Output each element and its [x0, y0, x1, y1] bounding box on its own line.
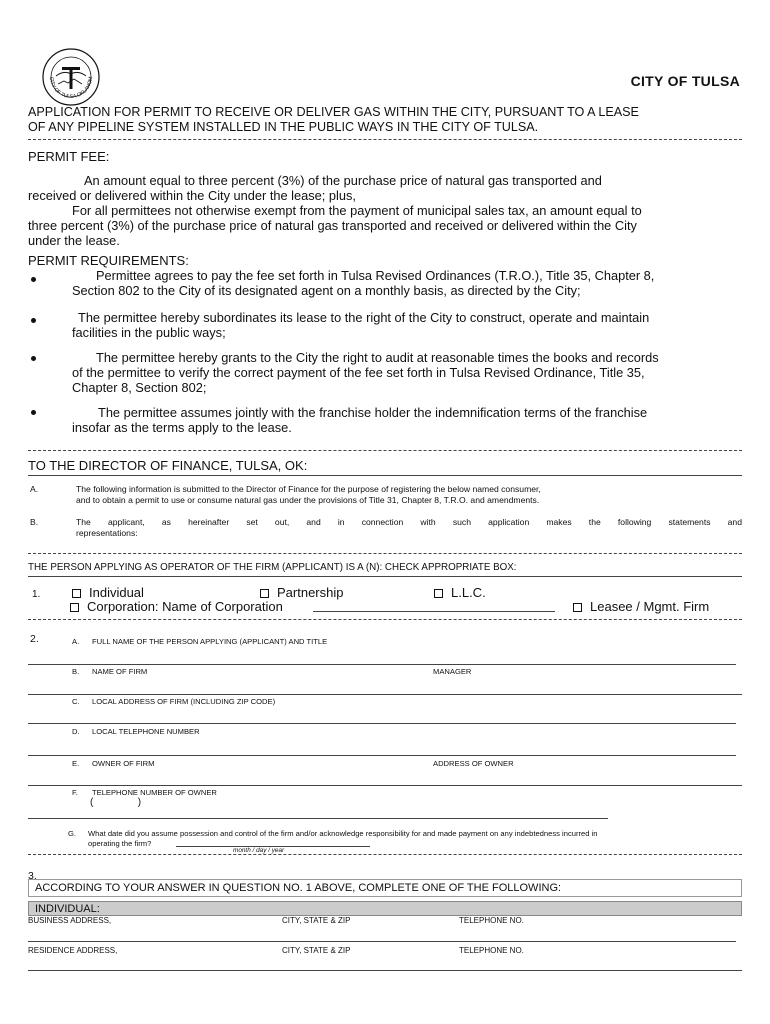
divider — [28, 475, 742, 476]
form-title: APPLICATION FOR PERMIT TO RECEIVE OR DELIVER GAS WITHIN THE CITY, PURSUANT TO A LEASE OF ANY PIPELINE SYSTEM INSTALLED IN THE PUBLIC WAYS IN THE CITY OF TULSA. — [28, 105, 639, 134]
q2-g-question: What date did you assume possession and control of the firm and/or acknowledge responsibility for and made payment on any indebtedness incurred in operating the firm? — [88, 829, 598, 848]
bullet-icon — [31, 318, 36, 323]
requirement-item: The permittee hereby grants to the City the right to audit at reasonable times the books and records of the permittee to verify the correct payment of the fee set forth in Tulsa Revised Ordinance, Title 35, Chapter 8, Section 802; — [72, 350, 659, 395]
local-phone-field[interactable] — [28, 755, 736, 756]
checkbox-corporation[interactable]: Corporation: Name of Corporation — [70, 599, 283, 614]
applicant-name-field[interactable] — [28, 664, 736, 665]
telephone-label: TELEPHONE NO. — [459, 946, 524, 955]
city-state-zip-label: CITY, STATE & ZIP — [282, 946, 351, 955]
seal-text: CITY OF TULSA OKLAHOM — [47, 76, 95, 101]
q2-e-label: OWNER OF FIRM — [92, 759, 155, 768]
requirement-item: Permittee agrees to pay the fee set forth in Tulsa Revised Ordinances (T.R.O.), Title 35, Chapter 8, Section 802 to the City of its designated agent on a monthly basis, as directed by the City; — [72, 268, 655, 298]
q2-b-label: NAME OF FIRM — [92, 667, 148, 676]
residence-address-field[interactable] — [28, 970, 742, 971]
divider — [28, 619, 742, 620]
requirement-item: The permittee hereby subordinates its lease to the right of the City to construct, operate and maintain facilities in the public ways; — [72, 310, 650, 340]
q2-a-label: FULL NAME OF THE PERSON APPLYING (APPLICANT) AND TITLE — [92, 637, 328, 646]
divider — [28, 854, 742, 855]
divider — [28, 576, 742, 577]
owner-address-label: ADDRESS OF OWNER — [433, 759, 514, 768]
director-heading: TO THE DIRECTOR OF FINANCE, TULSA, OK: — [28, 458, 308, 473]
item-label: A. — [30, 484, 39, 494]
q2-number: 2. — [30, 633, 39, 645]
director-statement-a: The following information is submitted to the Director of Finance for the purpose of registering the below named consumer, and to obtain a permit to use or consume natural gas under the provisions of Title 31, Chapter 8, T.R.O. and amendments. — [76, 484, 541, 505]
city-state-zip-label: CITY, STATE & ZIP — [282, 916, 351, 925]
checkbox-partnership[interactable]: Partnership — [260, 585, 343, 600]
q3-number: 3. — [28, 870, 37, 882]
permit-fee-heading: PERMIT FEE: — [28, 149, 110, 164]
item-label: F. — [72, 788, 78, 797]
requirement-item: The permittee assumes jointly with the franchise holder the indemnification terms of the franchise insofar as the terms apply to the lease. — [72, 405, 648, 435]
item-label: B. — [72, 667, 80, 676]
checkbox-individual[interactable]: Individual — [72, 585, 144, 600]
q2-c-label: LOCAL ADDRESS OF FIRM (INCLUDING ZIP CODE) — [92, 697, 276, 706]
residence-address-label: RESIDENCE ADDRESS, — [28, 946, 118, 955]
q2-d-label: LOCAL TELEPHONE NUMBER — [92, 727, 200, 736]
corporation-name-field[interactable] — [313, 611, 555, 612]
svg-text:CITY OF TULSA OKLAHOMA — [42, 48, 94, 100]
business-address-field[interactable] — [28, 941, 736, 942]
divider — [28, 553, 742, 554]
owner-phone-field[interactable] — [28, 818, 608, 819]
city-seal — [42, 48, 100, 106]
divider — [28, 139, 742, 140]
city-name: CITY OF TULSA — [630, 73, 740, 89]
checkbox-icon[interactable] — [70, 603, 79, 612]
telephone-label: TELEPHONE NO. — [459, 916, 524, 925]
individual-section-header: INDIVIDUAL: — [28, 901, 742, 916]
bullet-icon — [31, 356, 36, 361]
item-label: B. — [30, 517, 39, 527]
owner-field[interactable] — [28, 785, 742, 786]
bullet-icon — [31, 277, 36, 282]
checkbox-llc[interactable]: L.L.C. — [434, 585, 486, 600]
requirements-heading: PERMIT REQUIREMENTS: — [28, 253, 189, 268]
owner-phone-parentheses: ( ) — [90, 797, 142, 808]
divider — [28, 450, 742, 451]
item-label: C. — [72, 697, 80, 706]
checkbox-lessee[interactable]: Leasee / Mgmt. Firm — [573, 599, 709, 614]
item-label: E. — [72, 759, 80, 768]
item-label: G. — [68, 829, 77, 838]
q1-prompt: THE PERSON APPLYING AS OPERATOR OF THE FIRM (APPLICANT) IS A (N): CHECK APPROPRIATE BOX: — [28, 562, 517, 573]
item-label: A. — [72, 637, 80, 646]
item-label: D. — [72, 727, 80, 736]
manager-label: MANAGER — [433, 667, 472, 676]
business-address-label: BUSINESS ADDRESS, — [28, 916, 112, 925]
q3-instruction: ACCORDING TO YOUR ANSWER IN QUESTION NO. 1 ABOVE, COMPLETE ONE OF THE FOLLOWING: — [28, 879, 742, 897]
firm-address-field[interactable] — [28, 723, 736, 724]
checkbox-icon[interactable] — [72, 589, 81, 598]
checkbox-icon[interactable] — [260, 589, 269, 598]
permit-fee-text: An amount equal to three percent (3%) of the purchase price of natural gas transported and received or delivered within the City under the lease; plus, For all permittees not otherwise exempt from the payment of municipal sales tax, an amount equal to three percent (3%) of the purchase price of natural gas transported and received or delivered within the City under the lease. — [28, 173, 642, 248]
checkbox-icon[interactable] — [573, 603, 582, 612]
bullet-icon — [31, 410, 36, 415]
date-format-caption: month / day / year — [233, 847, 285, 854]
q2-f-label: TELEPHONE NUMBER OF OWNER — [92, 788, 217, 797]
q1-number: 1. — [32, 589, 41, 600]
firm-name-field[interactable] — [28, 694, 742, 695]
director-statement-b: The applicant, as hereinafter set out, and in connection with such application makes the following statements and representations: — [76, 517, 742, 538]
checkbox-icon[interactable] — [434, 589, 443, 598]
